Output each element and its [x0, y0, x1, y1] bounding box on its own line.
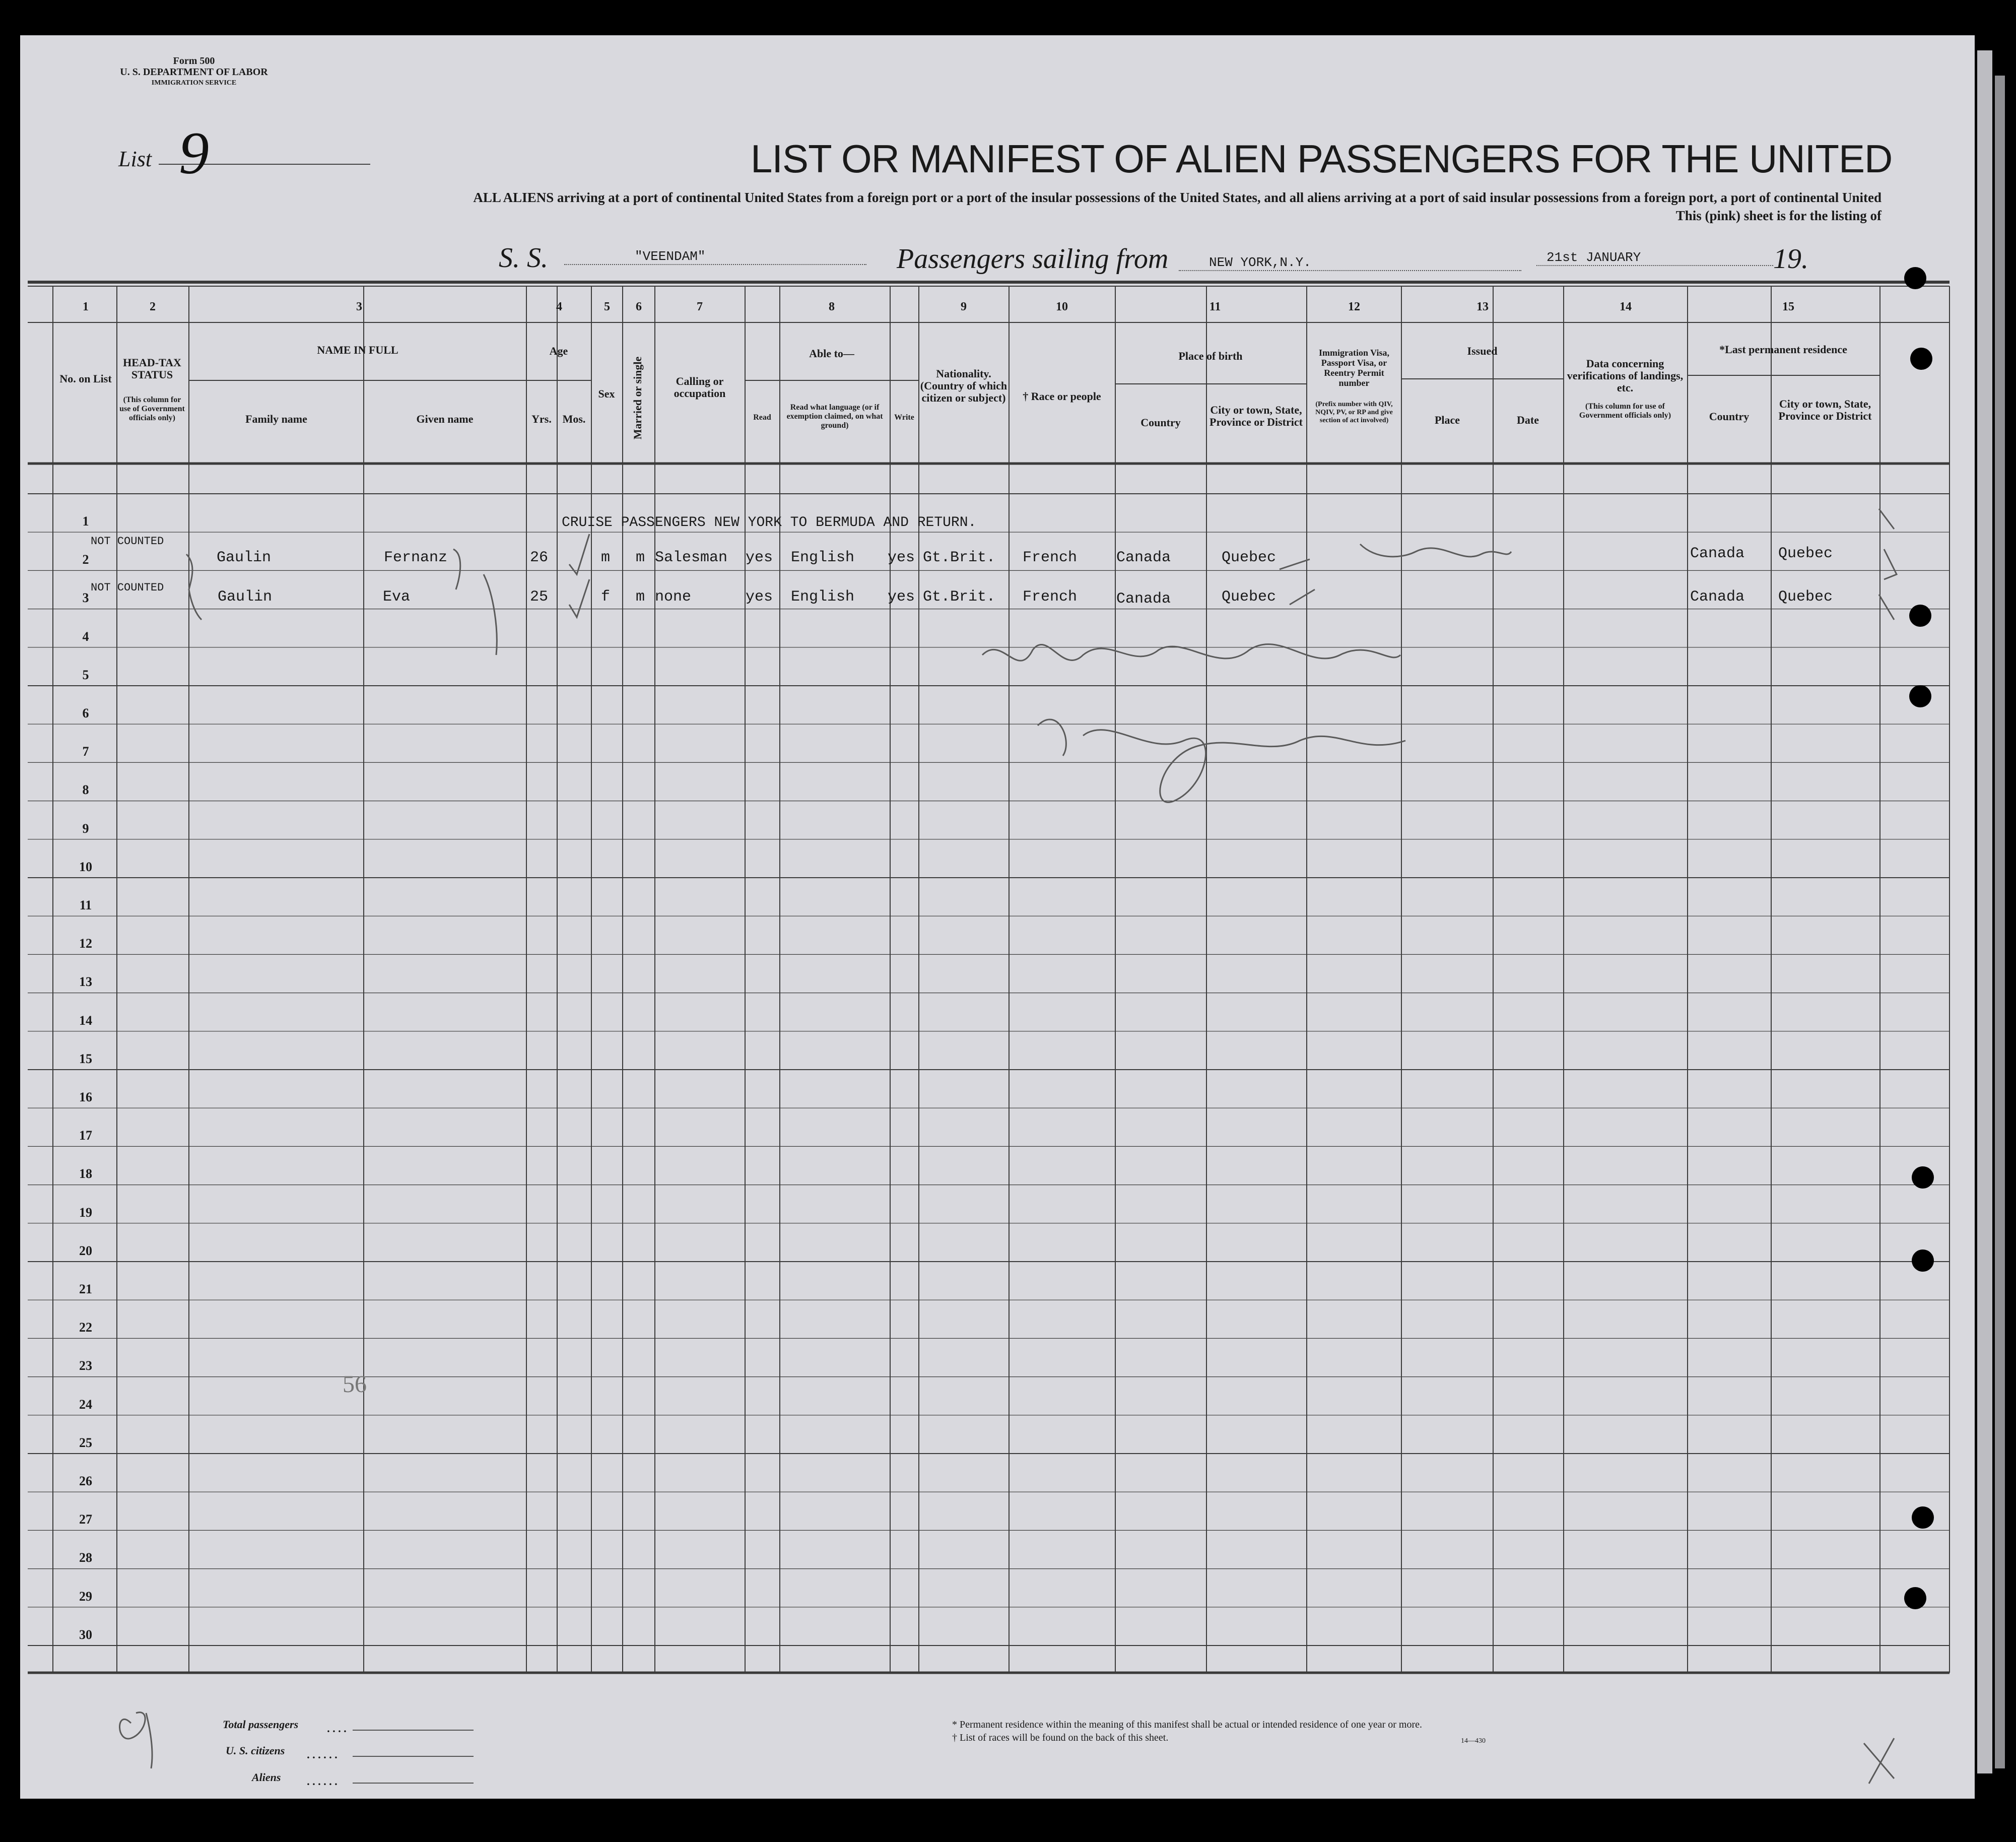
row-2-write: yes: [888, 549, 915, 566]
row-2-age-yrs: 26: [530, 549, 549, 566]
row-3-age-yrs: 25: [530, 588, 549, 606]
footer-dots: . . . . . .: [307, 1748, 338, 1761]
header-last-residence: *Last permanent residence: [1719, 343, 1847, 356]
row-2-language: English: [791, 549, 855, 566]
check-mark: [569, 534, 589, 574]
row-3-family-name: Gaulin: [218, 588, 273, 606]
footer-aliens-line: [353, 1783, 474, 1784]
row-3-nationality: Gt.Brit.: [923, 588, 996, 606]
row-number: 9: [82, 821, 89, 836]
footer-total-line: [353, 1730, 474, 1731]
column-number: 12: [1348, 300, 1360, 313]
header-age-mos: Mos.: [562, 413, 586, 425]
row-3-language: English: [791, 588, 855, 606]
page-title: LIST OR MANIFEST OF ALIEN PASSENGERS FOR THE UNITED: [751, 137, 1893, 181]
header-write: Write: [894, 413, 914, 422]
handwritten-visa-note: [1360, 544, 1511, 557]
header-issued-date: Date: [1517, 414, 1539, 426]
row-2-birth-city: Quebec: [1222, 549, 1276, 566]
row-2-race: French: [1023, 549, 1078, 566]
row-number: 28: [79, 1550, 92, 1565]
header-sex: Sex: [598, 387, 615, 400]
row-3-race: French: [1023, 588, 1078, 606]
row-number: 15: [79, 1051, 92, 1066]
footer-aliens-label: Aliens: [252, 1771, 281, 1784]
list-label: List: [118, 147, 152, 171]
binder-hole: [1904, 267, 1926, 289]
row-3-write: yes: [888, 588, 915, 606]
header-head-tax: HEAD-TAX STATUS: [123, 356, 181, 381]
departure-port: NEW YORK,N.Y.: [1179, 255, 1521, 271]
binder-hole: [1910, 348, 1932, 370]
binder-hole: [1904, 1587, 1926, 1609]
column-number: 15: [1782, 300, 1794, 313]
row-3-married: m: [636, 588, 645, 606]
footer-total-label: Total passengers: [223, 1718, 299, 1731]
row-number: 1: [82, 514, 89, 529]
row-3-occupation: none: [655, 588, 692, 606]
row-number: 21: [79, 1282, 92, 1296]
header-visa: Immigration Visa, Passport Visa, or Reentry Permit number: [1318, 348, 1389, 388]
notice-line-1: ALL ALIENS arriving at a port of continental United States from a foreign port or a port of the insular possessions of the United States, and all aliens arriving at a port of said insular possessions from a foreign port, a port of continental United: [473, 190, 1881, 205]
row-number: 17: [79, 1128, 92, 1143]
header-verification: Data concerning verifications of landings, etc.: [1567, 357, 1684, 394]
header-age-yrs: Yrs.: [531, 413, 552, 425]
row-2-head-tax: NOT COUNTED: [91, 535, 164, 548]
footer-citizens-line: [353, 1756, 474, 1757]
binder-hole: [1912, 1249, 1934, 1272]
ship-name: "VEENDAM": [564, 249, 866, 265]
header-birth-city: City or town, State, Province or District: [1209, 404, 1303, 428]
row-2-birth-country: Canada: [1116, 549, 1171, 566]
form-service: IMMIGRATION SERVICE: [151, 79, 237, 87]
header-able-to: Able to—: [809, 347, 854, 360]
header-verification-note: (This column for use of Government officials only): [1579, 402, 1671, 420]
binder-hole: [1912, 1506, 1934, 1529]
row-number: 19: [79, 1205, 92, 1220]
row-number: 22: [79, 1320, 92, 1335]
row-number: 20: [79, 1243, 92, 1258]
column-number: 3: [356, 300, 362, 313]
header-res-country: Country: [1709, 410, 1750, 423]
header-place-of-birth: Place of birth: [1178, 350, 1243, 362]
row-number: 10: [79, 859, 92, 874]
x-mark: [1864, 1738, 1894, 1784]
header-calling: Calling or occupation: [674, 375, 726, 400]
row-3-res-city: Quebec: [1778, 588, 1833, 606]
column-number: 6: [636, 300, 642, 313]
signature-scrawl: [982, 644, 1400, 661]
row-2-occupation: Salesman: [655, 549, 728, 566]
row-number: 11: [79, 898, 92, 912]
row-number: 26: [79, 1474, 92, 1488]
row-2-res-country: Canada: [1690, 545, 1745, 562]
row-number: 18: [79, 1166, 92, 1181]
row-3-sex: f: [601, 588, 611, 606]
header-issued: Issued: [1467, 345, 1498, 357]
footer-form-code: 14—430: [1461, 1737, 1486, 1745]
row-number: 29: [79, 1589, 92, 1604]
row-number: 30: [79, 1627, 92, 1642]
stamp-number: 56: [343, 1371, 367, 1398]
row-3-birth-city: Quebec: [1222, 588, 1276, 606]
row-2-res-city: Quebec: [1778, 545, 1833, 562]
header-name-in-full: NAME IN FULL: [317, 344, 398, 356]
row-3-given-name: Eva: [383, 588, 411, 606]
row-3-head-tax: NOT COUNTED: [91, 581, 164, 594]
handwritten-time: [1038, 719, 1405, 802]
header-birth-country: Country: [1140, 416, 1181, 429]
binder-hole: [1909, 685, 1931, 707]
column-number: 14: [1620, 300, 1632, 313]
row-2-sex: m: [601, 549, 611, 566]
header-read-language: Read what language (or if exemption claimed, on what ground): [786, 403, 883, 430]
row-2-nationality: Gt.Brit.: [923, 549, 996, 566]
row-3-birth-country: Canada: [1116, 590, 1171, 608]
row-number: 25: [79, 1435, 92, 1450]
notice-line-2: This (pink) sheet is for the listing of: [1675, 208, 1881, 223]
header-age: Age: [549, 345, 568, 357]
header-visa-note: (Prefix number with QIV, NQIV, PV, or RP and give section of act involved): [1315, 401, 1393, 424]
row-number: 12: [79, 936, 92, 951]
list-number: 9: [179, 119, 209, 186]
header-issued-place: Place: [1434, 414, 1460, 426]
row-number: 14: [79, 1013, 92, 1028]
ss-label: S. S.: [499, 242, 548, 274]
header-read: Read: [753, 413, 771, 422]
footer-dots: . . . . . .: [307, 1775, 338, 1788]
column-number: 4: [556, 300, 562, 313]
column-number: 10: [1056, 300, 1068, 313]
footer-note-residence: * Permanent residence within the meaning of this manifest shall be actual or intended residence of one year or more.: [952, 1719, 1423, 1730]
check-mark: [569, 579, 589, 617]
header-race: † Race or people: [1023, 390, 1101, 403]
header-res-city: City or town, State, Province or District: [1778, 398, 1872, 422]
row-number: 7: [82, 744, 89, 759]
column-number: 9: [961, 300, 967, 313]
row-number: 4: [82, 629, 89, 644]
binder-hole: [1909, 605, 1931, 627]
row-number: 3: [82, 590, 89, 606]
handwritten-nine: [120, 1713, 152, 1768]
row-number: 5: [82, 667, 89, 682]
column-number: 2: [150, 300, 156, 313]
departure-date: 21st JANUARY: [1536, 250, 1773, 266]
column-number: 1: [83, 300, 89, 313]
row-number: 2: [82, 552, 89, 567]
cruise-note: CRUISE PASSENGERS NEW YORK TO BERMUDA AND RETURN.: [562, 515, 977, 531]
footer-citizens-label: U. S. citizens: [226, 1744, 285, 1757]
header-nationality: Nationality. (Country of which citizen or subject): [920, 367, 1007, 404]
row-2-read: yes: [746, 549, 773, 566]
column-number: 5: [604, 300, 610, 313]
column-number: 11: [1209, 300, 1221, 313]
header-head-tax-note: (This column for use of Government officials only): [119, 396, 185, 422]
row-2-married: m: [636, 549, 645, 566]
binder-hole: [1912, 1166, 1934, 1189]
form-department: U. S. DEPARTMENT OF LABOR: [120, 67, 268, 78]
header-family-name: Family name: [245, 413, 307, 425]
column-number: 7: [697, 300, 703, 313]
row-number: 6: [82, 706, 89, 720]
row-2-given-name: Fernanz: [384, 549, 448, 566]
row-number: 8: [82, 782, 89, 798]
row-number: 24: [79, 1397, 92, 1412]
column-number: 8: [829, 300, 835, 313]
header-married: Married or single: [631, 356, 644, 440]
row-3-read: yes: [746, 588, 773, 606]
row-3-res-country: Canada: [1690, 588, 1745, 606]
row-number: 13: [79, 974, 92, 990]
row-number: 27: [79, 1512, 92, 1527]
row-number: 23: [79, 1358, 92, 1373]
row-number: 16: [79, 1090, 92, 1104]
column-number: 13: [1476, 300, 1489, 313]
sailing-label: Passengers sailing from: [897, 243, 1169, 275]
form-number: Form 500: [173, 55, 215, 67]
departure-year: 19.: [1773, 243, 1808, 275]
row-2-family-name: Gaulin: [217, 549, 272, 566]
footer-note-races: † List of races will be found on the back of this sheet.: [952, 1732, 1169, 1743]
header-given-name: Given name: [416, 413, 474, 425]
footer-dots: . . . .: [327, 1722, 347, 1735]
header-no-on-list: No. on List: [59, 372, 112, 385]
